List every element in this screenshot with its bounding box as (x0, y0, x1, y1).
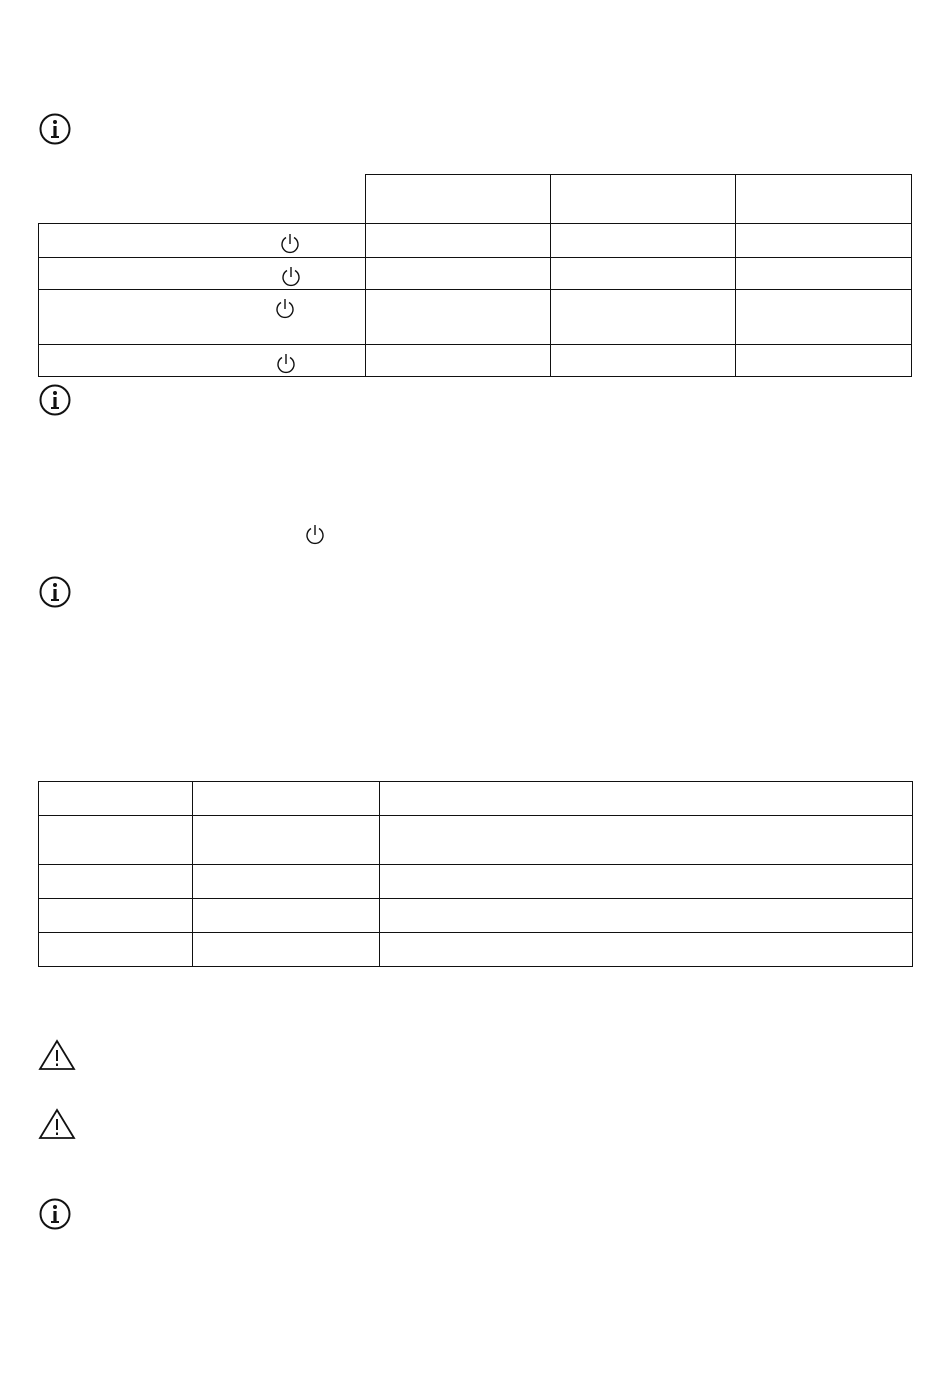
table-rule (38, 966, 913, 967)
power-icon (276, 353, 296, 375)
table-rule (192, 781, 193, 967)
table-rule (38, 223, 912, 224)
table-rule (38, 864, 913, 865)
table-rule (365, 174, 912, 175)
table-rule (38, 932, 913, 933)
table-rule (38, 898, 913, 899)
table-rule (911, 174, 912, 377)
table-rule (379, 781, 380, 967)
warning-icon (38, 1039, 76, 1071)
table-rule (365, 174, 366, 377)
table-rule (38, 344, 912, 345)
table-rule (38, 289, 912, 290)
info-icon (39, 384, 71, 416)
power-icon (275, 298, 295, 320)
table-rule (38, 376, 912, 377)
power-icon (305, 524, 325, 546)
info-icon (39, 576, 71, 608)
warning-icon (38, 1108, 76, 1140)
table-rule (550, 174, 551, 377)
table-rule (38, 781, 913, 782)
table-rule (735, 174, 736, 377)
table-rule (38, 815, 913, 816)
table-rule (912, 781, 913, 967)
power-icon (280, 233, 300, 255)
info-icon (39, 113, 71, 145)
table-rule (38, 257, 912, 258)
table-rule (38, 223, 39, 377)
info-icon (39, 1198, 71, 1230)
power-icon (281, 266, 301, 288)
table-rule (38, 781, 39, 967)
